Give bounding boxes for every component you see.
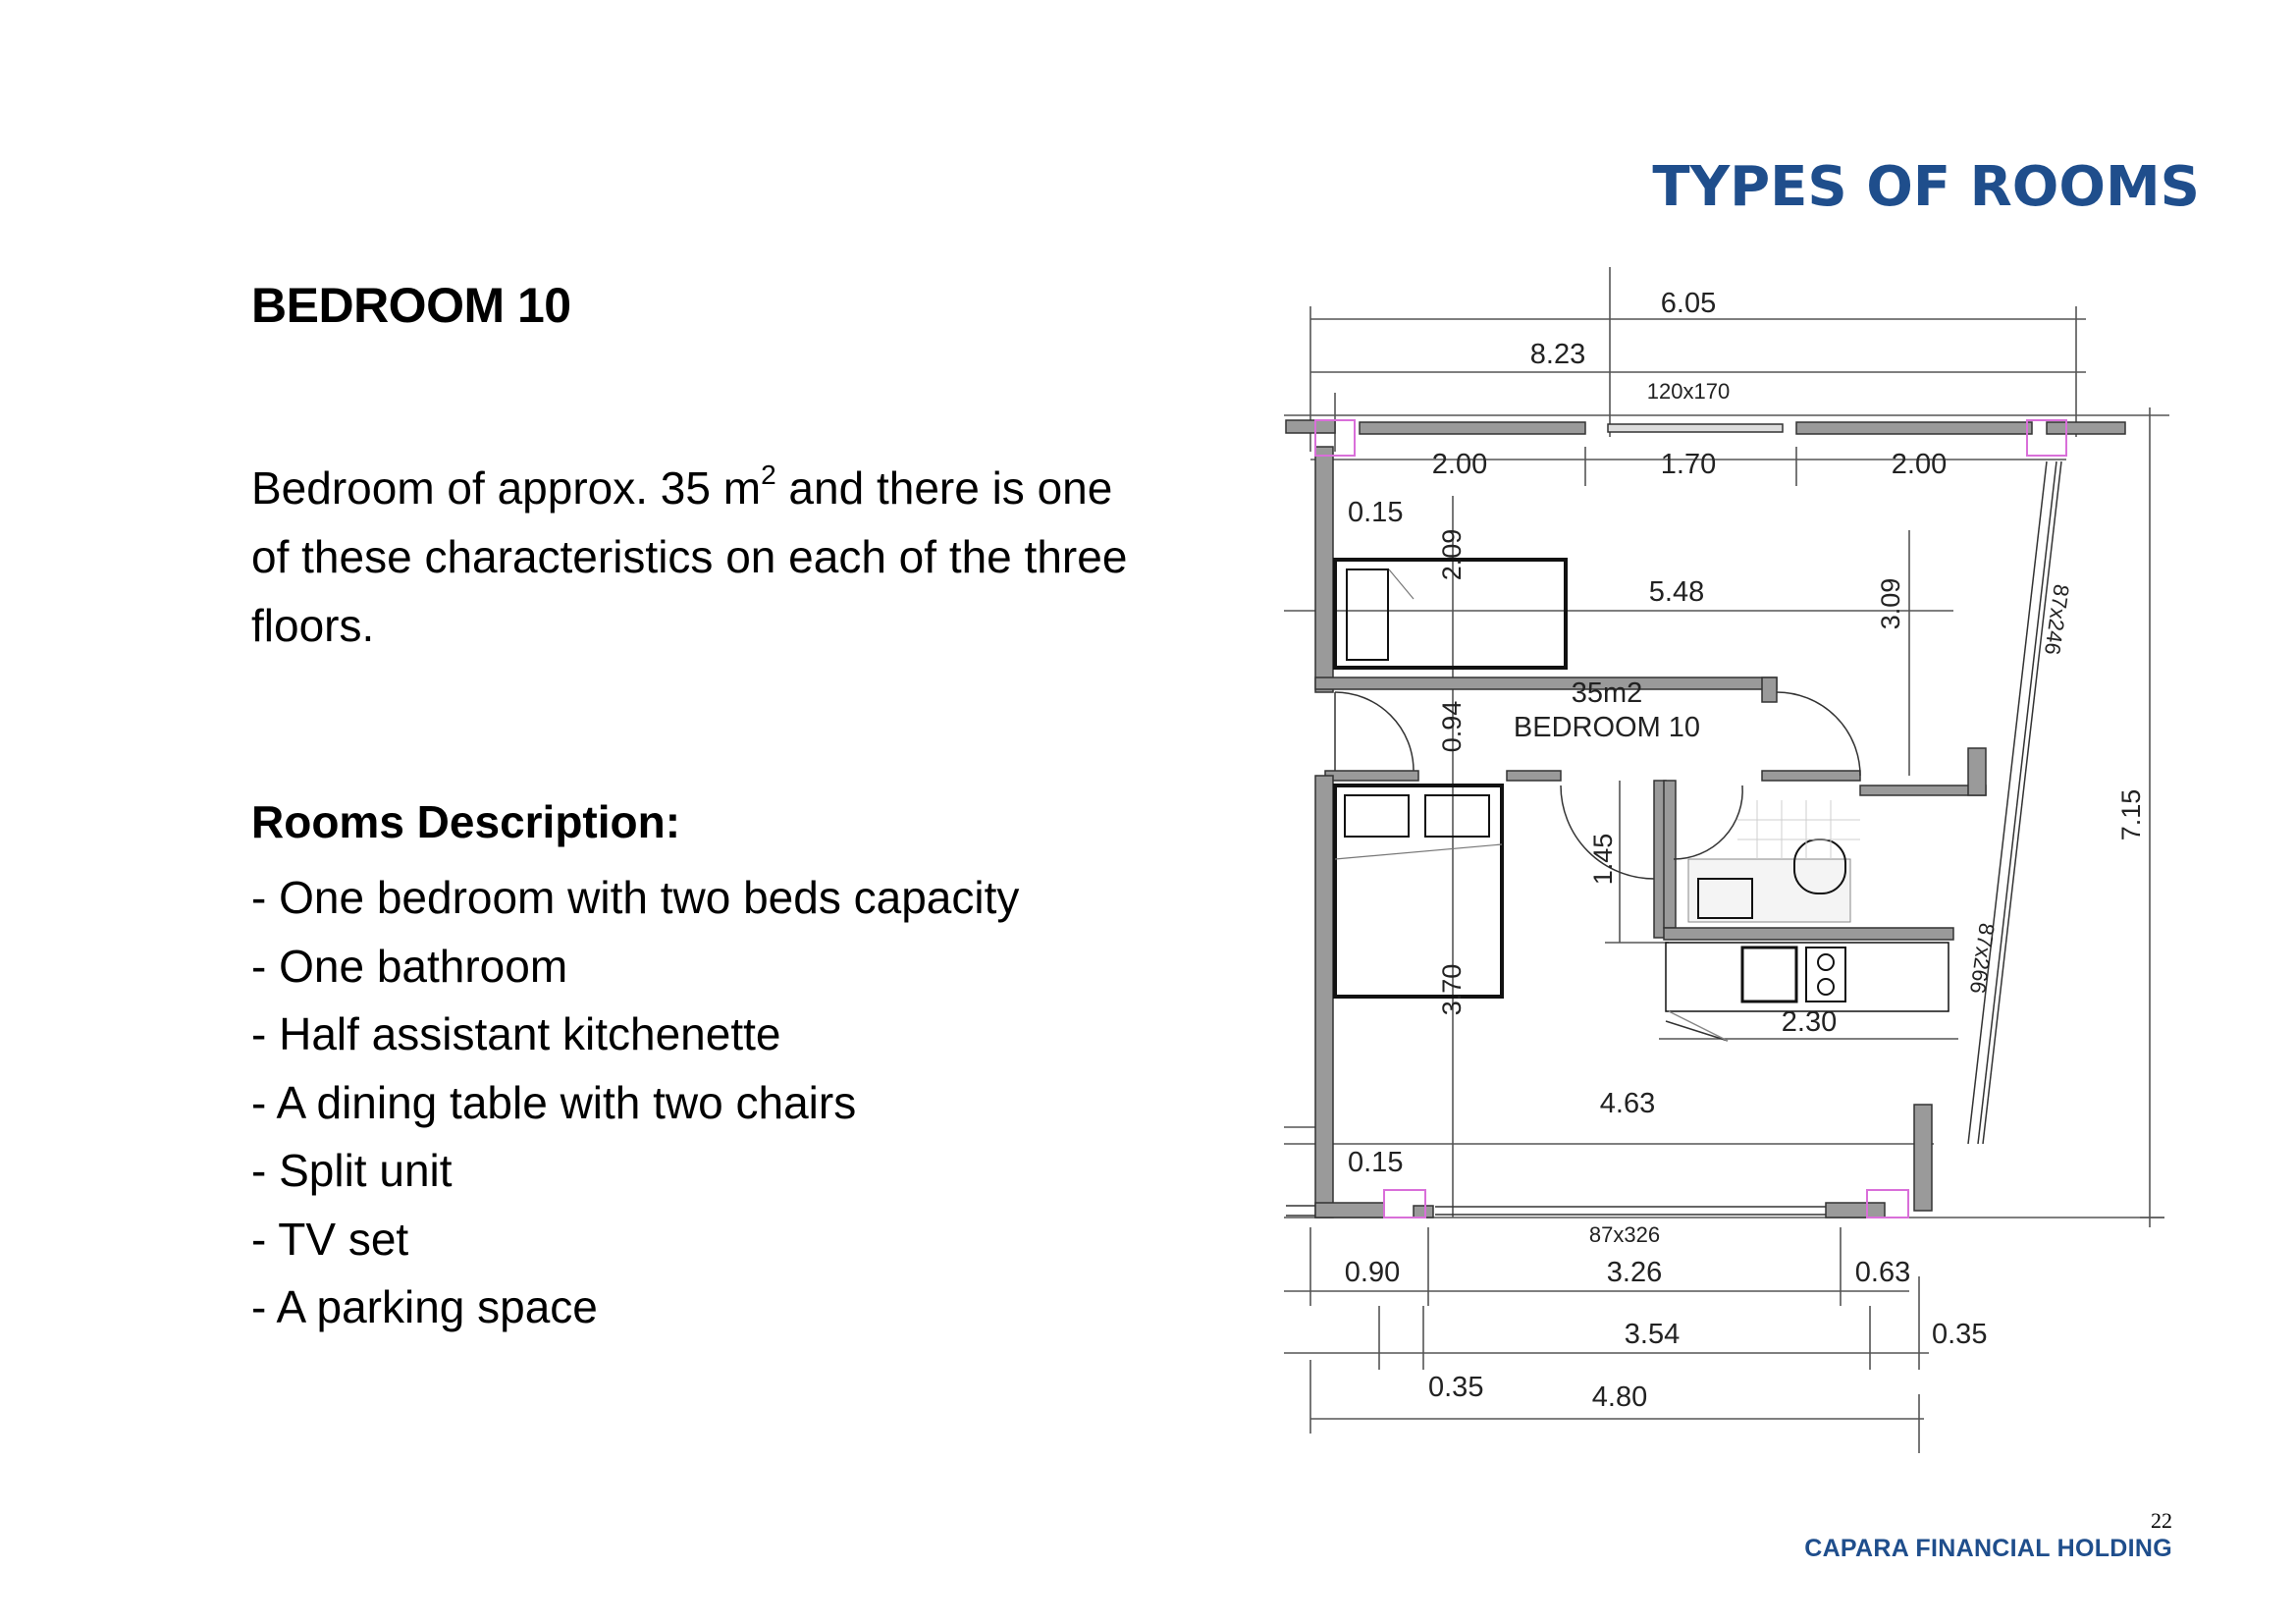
intro-text-end: and there is one of these characteristics on each of the three floors. — [251, 462, 1128, 651]
list-item: - One bedroom with two beds capacity — [251, 872, 1020, 923]
dim-middle-segment: 1.70 — [1660, 449, 1717, 480]
dim-145: 1.45 — [1588, 833, 1618, 886]
area-label: 35m2 — [1571, 677, 1643, 709]
list-item: - Split unit — [251, 1145, 453, 1196]
dim-top-2: 8.23 — [1529, 339, 1586, 370]
dim-wall-bottom: 0.15 — [1348, 1147, 1404, 1178]
dim-top-1: 6.05 — [1660, 288, 1717, 319]
list-item: - TV set — [251, 1213, 409, 1265]
description-heading: Rooms Description: — [251, 796, 681, 847]
floor-plan — [1266, 260, 2189, 1468]
window-label-right-lower: 87x266 — [1965, 921, 2000, 996]
dim-bottom-326: 3.26 — [1606, 1257, 1663, 1288]
dim-left-segment: 2.00 — [1431, 449, 1488, 480]
dim-width-548: 5.48 — [1648, 576, 1705, 608]
intro-superscript: 2 — [761, 460, 776, 490]
room-label: BEDROOM 10 — [1513, 712, 1701, 743]
dim-bottom-354: 3.54 — [1624, 1319, 1681, 1350]
dim-bottom-063: 0.63 — [1854, 1257, 1911, 1288]
dim-right-segment: 2.00 — [1891, 449, 1948, 480]
dim-bottom-480: 4.80 — [1591, 1381, 1648, 1413]
furniture — [1335, 560, 1949, 1011]
section-title: TYPES OF ROOMS — [1652, 155, 2200, 219]
dim-bed1-depth: 2.09 — [1437, 528, 1467, 581]
dim-230: 2.30 — [1781, 1006, 1838, 1038]
dim-bottom-035-left: 0.35 — [1428, 1372, 1484, 1403]
dim-309: 3.09 — [1876, 577, 1905, 630]
room-intro — [251, 454, 1135, 660]
company-footer: CAPARA FINANCIAL HOLDING — [1804, 1535, 2172, 1562]
list-item: - Half assistant kitchenette — [251, 1008, 781, 1059]
list-item: - A dining table with two chairs — [251, 1076, 857, 1128]
room-title: BEDROOM 10 — [251, 278, 571, 333]
list-item: - A parking space — [251, 1281, 598, 1332]
page-number: 22 — [2151, 1508, 2172, 1533]
intro-text-start: Bedroom of approx. 35 m — [251, 462, 762, 514]
dim-094: 0.94 — [1437, 700, 1467, 753]
dim-bottom-035-right: 0.35 — [1932, 1319, 1988, 1350]
window-label-right-upper: 87x246 — [2040, 582, 2074, 657]
walls — [1286, 420, 2125, 1218]
description-list — [251, 864, 1019, 1342]
list-item: - One bathroom — [251, 940, 568, 992]
dim-bottom-090: 0.90 — [1344, 1257, 1401, 1288]
window-label-bottom: 87x326 — [1588, 1222, 1661, 1247]
dim-463: 4.63 — [1599, 1088, 1656, 1119]
dim-715: 7.15 — [2116, 788, 2146, 841]
window-label-top: 120x170 — [1646, 379, 1731, 404]
dim-wall-top: 0.15 — [1348, 497, 1404, 528]
columns — [1315, 420, 2066, 1218]
dim-370: 3.70 — [1437, 963, 1467, 1016]
